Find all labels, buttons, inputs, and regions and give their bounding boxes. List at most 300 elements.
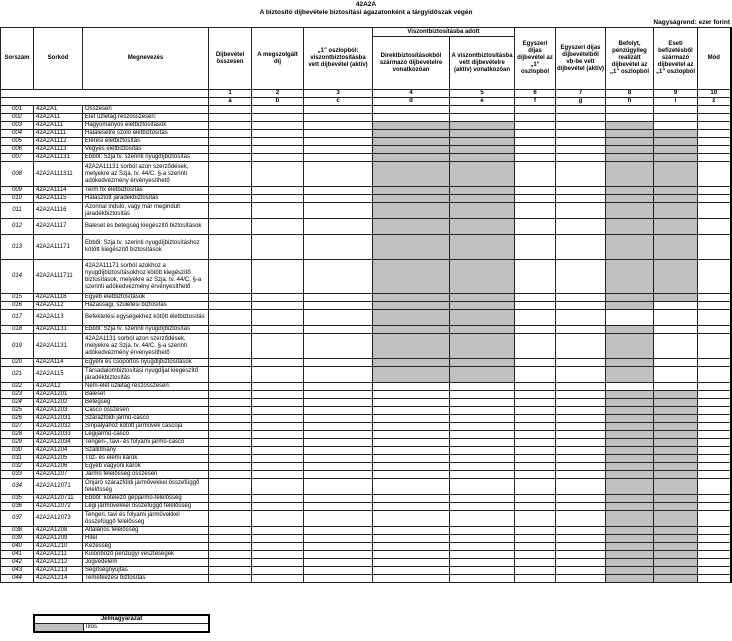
input-cell[interactable] [698, 503, 731, 511]
input-cell[interactable] [209, 503, 252, 511]
input-cell[interactable] [515, 310, 556, 326]
input-cell[interactable] [515, 302, 556, 310]
input-cell[interactable] [373, 106, 450, 114]
input-cell[interactable] [304, 527, 373, 535]
input-cell[interactable] [209, 260, 252, 294]
input-cell[interactable] [698, 310, 731, 326]
input-cell[interactable] [698, 415, 731, 423]
input-cell[interactable] [304, 567, 373, 575]
input-cell[interactable] [556, 543, 606, 551]
input-cell[interactable] [304, 471, 373, 479]
input-cell[interactable] [450, 511, 515, 527]
input-cell[interactable] [515, 334, 556, 359]
input-cell[interactable] [209, 439, 252, 447]
input-cell[interactable] [515, 391, 556, 399]
input-cell[interactable] [556, 203, 606, 219]
input-cell[interactable] [450, 567, 515, 575]
input-cell[interactable] [698, 455, 731, 463]
input-cell[interactable] [209, 415, 252, 423]
input-cell[interactable] [698, 567, 731, 575]
input-cell[interactable] [209, 235, 252, 260]
input-cell[interactable] [698, 543, 731, 551]
input-cell[interactable] [556, 302, 606, 310]
input-cell[interactable] [556, 326, 606, 334]
input-cell[interactable] [450, 383, 515, 391]
input-cell[interactable] [450, 535, 515, 543]
input-cell[interactable] [698, 407, 731, 415]
input-cell[interactable] [556, 138, 606, 146]
input-cell[interactable] [515, 567, 556, 575]
input-cell[interactable] [450, 439, 515, 447]
input-cell[interactable] [450, 407, 515, 415]
input-cell[interactable] [515, 543, 556, 551]
input-cell[interactable] [515, 551, 556, 559]
input-cell[interactable] [252, 146, 304, 154]
input-cell[interactable] [698, 219, 731, 235]
input-cell[interactable] [209, 527, 252, 535]
input-cell[interactable] [373, 463, 450, 471]
input-cell[interactable] [209, 399, 252, 407]
input-cell[interactable] [556, 399, 606, 407]
input-cell[interactable] [252, 551, 304, 559]
input-cell[interactable] [556, 503, 606, 511]
input-cell[interactable] [556, 367, 606, 383]
input-cell[interactable] [252, 455, 304, 463]
input-cell[interactable] [450, 463, 515, 471]
input-cell[interactable] [304, 146, 373, 154]
input-cell[interactable] [450, 415, 515, 423]
input-cell[interactable] [252, 575, 304, 583]
input-cell[interactable] [556, 495, 606, 503]
input-cell[interactable] [450, 543, 515, 551]
input-cell[interactable] [304, 359, 373, 367]
input-cell[interactable] [304, 219, 373, 235]
input-cell[interactable] [209, 294, 252, 302]
input-cell[interactable] [698, 334, 731, 359]
input-cell[interactable] [252, 130, 304, 138]
input-cell[interactable] [252, 463, 304, 471]
input-cell[interactable] [450, 106, 515, 114]
input-cell[interactable] [209, 535, 252, 543]
input-cell[interactable] [373, 559, 450, 567]
input-cell[interactable] [209, 367, 252, 383]
input-cell[interactable] [556, 114, 606, 122]
input-cell[interactable] [304, 367, 373, 383]
input-cell[interactable] [515, 511, 556, 527]
input-cell[interactable] [515, 479, 556, 495]
input-cell[interactable] [304, 423, 373, 431]
input-cell[interactable] [515, 495, 556, 503]
input-cell[interactable] [373, 479, 450, 495]
input-cell[interactable] [209, 106, 252, 114]
input-cell[interactable] [373, 575, 450, 583]
input-cell[interactable] [556, 130, 606, 138]
input-cell[interactable] [304, 495, 373, 503]
input-cell[interactable] [450, 399, 515, 407]
input-cell[interactable] [556, 559, 606, 567]
input-cell[interactable] [252, 415, 304, 423]
input-cell[interactable] [373, 495, 450, 503]
input-cell[interactable] [209, 302, 252, 310]
input-cell[interactable] [698, 551, 731, 559]
input-cell[interactable] [304, 138, 373, 146]
input-cell[interactable] [209, 447, 252, 455]
input-cell[interactable] [209, 334, 252, 359]
input-cell[interactable] [450, 114, 515, 122]
input-cell[interactable] [698, 511, 731, 527]
input-cell[interactable] [556, 567, 606, 575]
input-cell[interactable] [304, 511, 373, 527]
input-cell[interactable] [515, 423, 556, 431]
input-cell[interactable] [304, 294, 373, 302]
input-cell[interactable] [252, 114, 304, 122]
input-cell[interactable] [252, 235, 304, 260]
input-cell[interactable] [698, 195, 731, 203]
input-cell[interactable] [209, 203, 252, 219]
input-cell[interactable] [515, 575, 556, 583]
input-cell[interactable] [304, 130, 373, 138]
input-cell[interactable] [698, 302, 731, 310]
input-cell[interactable] [556, 122, 606, 130]
input-cell[interactable] [515, 407, 556, 415]
input-cell[interactable] [556, 391, 606, 399]
input-cell[interactable] [698, 294, 731, 302]
input-cell[interactable] [209, 431, 252, 439]
input-cell[interactable] [304, 415, 373, 423]
input-cell[interactable] [450, 527, 515, 535]
input-cell[interactable] [304, 122, 373, 130]
input-cell[interactable] [252, 219, 304, 235]
input-cell[interactable] [515, 195, 556, 203]
input-cell[interactable] [252, 383, 304, 391]
input-cell[interactable] [698, 463, 731, 471]
input-cell[interactable] [698, 162, 731, 187]
input-cell[interactable] [654, 326, 698, 334]
input-cell[interactable] [209, 122, 252, 130]
input-cell[interactable] [304, 551, 373, 559]
input-cell[interactable] [373, 431, 450, 439]
input-cell[interactable] [209, 543, 252, 551]
input-cell[interactable] [556, 479, 606, 495]
input-cell[interactable] [698, 114, 731, 122]
input-cell[interactable] [304, 203, 373, 219]
input-cell[interactable] [698, 138, 731, 146]
input-cell[interactable] [373, 511, 450, 527]
input-cell[interactable] [304, 503, 373, 511]
input-cell[interactable] [304, 334, 373, 359]
input-cell[interactable] [556, 260, 606, 294]
input-cell[interactable] [556, 162, 606, 187]
input-cell[interactable] [304, 439, 373, 447]
input-cell[interactable] [373, 471, 450, 479]
input-cell[interactable] [698, 391, 731, 399]
input-cell[interactable] [209, 138, 252, 146]
input-cell[interactable] [556, 154, 606, 162]
input-cell[interactable] [698, 431, 731, 439]
input-cell[interactable] [556, 407, 606, 415]
input-cell[interactable] [209, 471, 252, 479]
input-cell[interactable] [698, 122, 731, 130]
input-cell[interactable] [304, 575, 373, 583]
input-cell[interactable] [252, 138, 304, 146]
input-cell[interactable] [373, 383, 450, 391]
input-cell[interactable] [698, 479, 731, 495]
input-cell[interactable] [515, 455, 556, 463]
input-cell[interactable] [252, 503, 304, 511]
input-cell[interactable] [304, 479, 373, 495]
input-cell[interactable] [252, 471, 304, 479]
input-cell[interactable] [209, 359, 252, 367]
input-cell[interactable] [556, 463, 606, 471]
input-cell[interactable] [252, 203, 304, 219]
input-cell[interactable] [209, 154, 252, 162]
input-cell[interactable] [698, 106, 731, 114]
input-cell[interactable] [515, 527, 556, 535]
input-cell[interactable] [515, 187, 556, 195]
input-cell[interactable] [606, 383, 654, 391]
input-cell[interactable] [556, 383, 606, 391]
input-cell[interactable] [698, 367, 731, 383]
input-cell[interactable] [556, 146, 606, 154]
input-cell[interactable] [304, 543, 373, 551]
input-cell[interactable] [209, 114, 252, 122]
input-cell[interactable] [606, 310, 654, 326]
input-cell[interactable] [515, 415, 556, 423]
input-cell[interactable] [515, 439, 556, 447]
input-cell[interactable] [209, 463, 252, 471]
input-cell[interactable] [252, 511, 304, 527]
input-cell[interactable] [698, 130, 731, 138]
input-cell[interactable] [515, 122, 556, 130]
input-cell[interactable] [450, 431, 515, 439]
input-cell[interactable] [515, 154, 556, 162]
input-cell[interactable] [515, 219, 556, 235]
input-cell[interactable] [373, 391, 450, 399]
input-cell[interactable] [556, 511, 606, 527]
input-cell[interactable] [252, 423, 304, 431]
input-cell[interactable] [252, 187, 304, 195]
input-cell[interactable] [209, 455, 252, 463]
input-cell[interactable] [606, 114, 654, 122]
input-cell[interactable] [252, 195, 304, 203]
input-cell[interactable] [515, 503, 556, 511]
input-cell[interactable] [556, 423, 606, 431]
input-cell[interactable] [515, 294, 556, 302]
input-cell[interactable] [698, 146, 731, 154]
input-cell[interactable] [304, 187, 373, 195]
input-cell[interactable] [373, 535, 450, 543]
input-cell[interactable] [209, 146, 252, 154]
input-cell[interactable] [252, 439, 304, 447]
input-cell[interactable] [556, 535, 606, 543]
input-cell[interactable] [304, 383, 373, 391]
input-cell[interactable] [304, 310, 373, 326]
input-cell[interactable] [209, 511, 252, 527]
input-cell[interactable] [515, 535, 556, 543]
input-cell[interactable] [698, 383, 731, 391]
input-cell[interactable] [450, 471, 515, 479]
input-cell[interactable] [252, 367, 304, 383]
input-cell[interactable] [556, 106, 606, 114]
input-cell[interactable] [209, 162, 252, 187]
input-cell[interactable] [556, 334, 606, 359]
input-cell[interactable] [556, 294, 606, 302]
input-cell[interactable] [654, 122, 698, 130]
input-cell[interactable] [209, 495, 252, 503]
input-cell[interactable] [698, 359, 731, 367]
input-cell[interactable] [304, 399, 373, 407]
input-cell[interactable] [209, 559, 252, 567]
input-cell[interactable] [450, 503, 515, 511]
input-cell[interactable] [373, 399, 450, 407]
input-cell[interactable] [515, 399, 556, 407]
input-cell[interactable] [698, 439, 731, 447]
input-cell[interactable] [654, 383, 698, 391]
input-cell[interactable] [515, 138, 556, 146]
input-cell[interactable] [450, 551, 515, 559]
input-cell[interactable] [606, 106, 654, 114]
input-cell[interactable] [698, 154, 731, 162]
input-cell[interactable] [698, 326, 731, 334]
input-cell[interactable] [304, 162, 373, 187]
input-cell[interactable] [654, 334, 698, 359]
input-cell[interactable] [304, 302, 373, 310]
input-cell[interactable] [304, 407, 373, 415]
input-cell[interactable] [304, 260, 373, 294]
input-cell[interactable] [654, 310, 698, 326]
input-cell[interactable] [252, 359, 304, 367]
input-cell[interactable] [209, 219, 252, 235]
input-cell[interactable] [450, 559, 515, 567]
input-cell[interactable] [304, 431, 373, 439]
input-cell[interactable] [698, 203, 731, 219]
input-cell[interactable] [556, 415, 606, 423]
input-cell[interactable] [654, 359, 698, 367]
input-cell[interactable] [304, 195, 373, 203]
input-cell[interactable] [515, 260, 556, 294]
input-cell[interactable] [450, 575, 515, 583]
input-cell[interactable] [373, 551, 450, 559]
input-cell[interactable] [252, 106, 304, 114]
input-cell[interactable] [654, 367, 698, 383]
input-cell[interactable] [209, 407, 252, 415]
input-cell[interactable] [252, 479, 304, 495]
input-cell[interactable] [515, 130, 556, 138]
input-cell[interactable] [252, 391, 304, 399]
input-cell[interactable] [515, 559, 556, 567]
input-cell[interactable] [556, 447, 606, 455]
input-cell[interactable] [698, 575, 731, 583]
input-cell[interactable] [698, 260, 731, 294]
input-cell[interactable] [209, 567, 252, 575]
input-cell[interactable] [556, 359, 606, 367]
input-cell[interactable] [304, 447, 373, 455]
input-cell[interactable] [373, 423, 450, 431]
input-cell[interactable] [252, 326, 304, 334]
input-cell[interactable] [304, 154, 373, 162]
input-cell[interactable] [515, 203, 556, 219]
input-cell[interactable] [373, 455, 450, 463]
input-cell[interactable] [654, 114, 698, 122]
input-cell[interactable] [556, 527, 606, 535]
input-cell[interactable] [698, 423, 731, 431]
input-cell[interactable] [304, 106, 373, 114]
input-cell[interactable] [252, 162, 304, 187]
input-cell[interactable] [698, 471, 731, 479]
input-cell[interactable] [304, 535, 373, 543]
input-cell[interactable] [252, 294, 304, 302]
input-cell[interactable] [304, 455, 373, 463]
input-cell[interactable] [252, 535, 304, 543]
input-cell[interactable] [515, 463, 556, 471]
input-cell[interactable] [252, 154, 304, 162]
input-cell[interactable] [556, 235, 606, 260]
input-cell[interactable] [698, 559, 731, 567]
input-cell[interactable] [450, 447, 515, 455]
input-cell[interactable] [556, 455, 606, 463]
input-cell[interactable] [209, 130, 252, 138]
input-cell[interactable] [556, 471, 606, 479]
input-cell[interactable] [209, 310, 252, 326]
input-cell[interactable] [252, 543, 304, 551]
input-cell[interactable] [209, 575, 252, 583]
input-cell[interactable] [304, 326, 373, 334]
input-cell[interactable] [450, 391, 515, 399]
input-cell[interactable] [698, 399, 731, 407]
input-cell[interactable] [654, 106, 698, 114]
input-cell[interactable] [450, 423, 515, 431]
input-cell[interactable] [209, 423, 252, 431]
input-cell[interactable] [209, 195, 252, 203]
input-cell[interactable] [252, 334, 304, 359]
input-cell[interactable] [373, 503, 450, 511]
input-cell[interactable] [373, 527, 450, 535]
input-cell[interactable] [252, 567, 304, 575]
input-cell[interactable] [515, 383, 556, 391]
input-cell[interactable] [252, 495, 304, 503]
input-cell[interactable] [209, 391, 252, 399]
input-cell[interactable] [373, 543, 450, 551]
input-cell[interactable] [252, 302, 304, 310]
input-cell[interactable] [515, 106, 556, 114]
input-cell[interactable] [556, 187, 606, 195]
input-cell[interactable] [698, 235, 731, 260]
input-cell[interactable] [556, 219, 606, 235]
input-cell[interactable] [698, 527, 731, 535]
input-cell[interactable] [252, 260, 304, 294]
input-cell[interactable] [373, 407, 450, 415]
input-cell[interactable] [252, 122, 304, 130]
input-cell[interactable] [515, 235, 556, 260]
input-cell[interactable] [450, 479, 515, 495]
input-cell[interactable] [515, 471, 556, 479]
input-cell[interactable] [698, 447, 731, 455]
input-cell[interactable] [252, 407, 304, 415]
input-cell[interactable] [373, 567, 450, 575]
input-cell[interactable] [698, 187, 731, 195]
input-cell[interactable] [373, 439, 450, 447]
input-cell[interactable] [515, 162, 556, 187]
input-cell[interactable] [556, 431, 606, 439]
input-cell[interactable] [373, 114, 450, 122]
input-cell[interactable] [556, 439, 606, 447]
input-cell[interactable] [556, 195, 606, 203]
input-cell[interactable] [252, 447, 304, 455]
input-cell[interactable] [209, 187, 252, 195]
input-cell[interactable] [450, 455, 515, 463]
input-cell[interactable] [556, 310, 606, 326]
input-cell[interactable] [209, 326, 252, 334]
